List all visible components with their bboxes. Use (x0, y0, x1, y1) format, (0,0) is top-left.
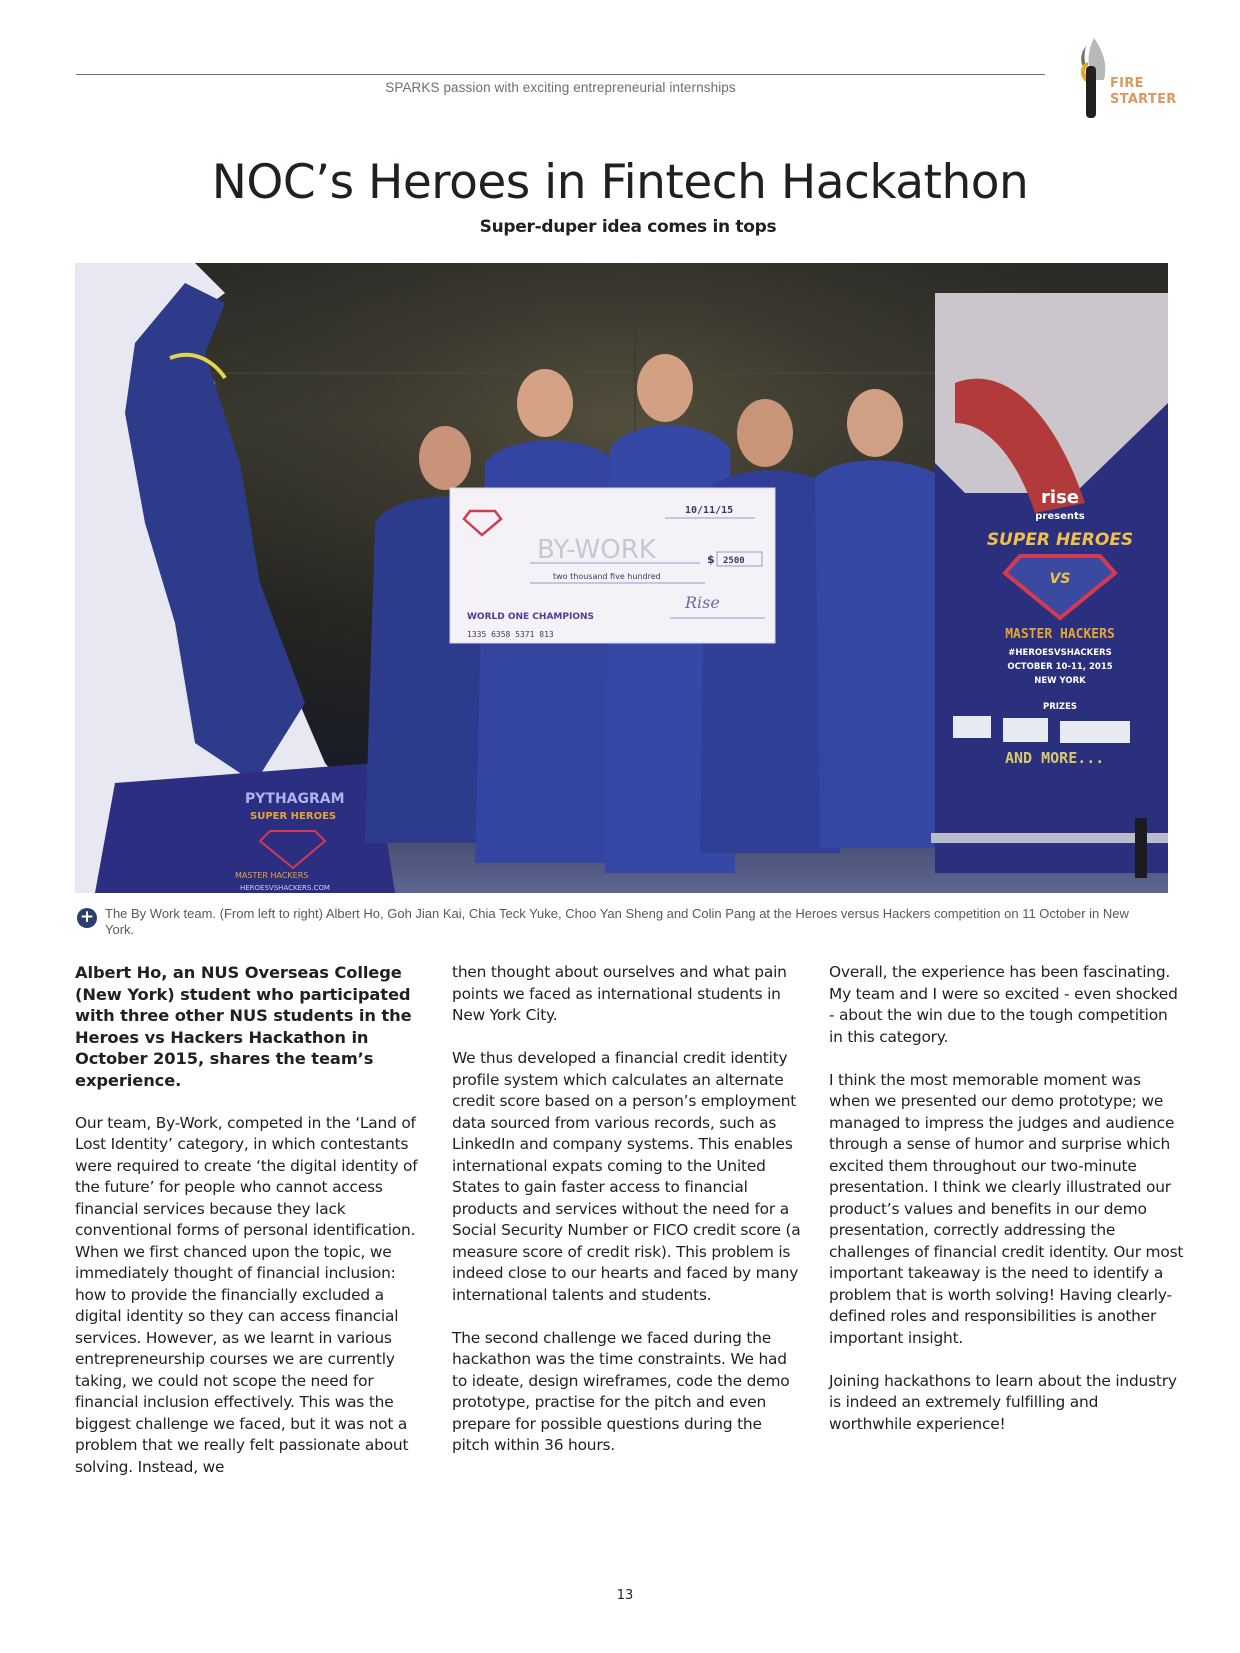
fire-starter-logo (1072, 36, 1192, 126)
sponsor-logo (1003, 718, 1048, 742)
article-paragraph: Overall, the experience has been fascinating. My team and I were so excited - even shocked - about the win due to the tough competition in this category. (829, 963, 1178, 1046)
banner-vs: VS (1049, 571, 1071, 587)
logo-text-fire: FIRE (1110, 76, 1144, 91)
article-paragraph: We thus developed a financial credit identity profile system which calculates an alternate credit score based on a person’s employment data sourced from various records, such as LinkedIn and company systems. This enables international expats coming to the United States to gain faster access to financial products and services without the need for a Social Security Number or FICO credit score (a measure score of credit risk). This problem is indeed close to our hearts and faced by many international talents and students. (452, 1049, 801, 1304)
banner-brand: rise (1041, 487, 1079, 508)
sponsor-logo (1060, 721, 1130, 743)
matchstick-flame-icon (1072, 36, 1112, 126)
cheque-amount-words: two thousand five hundred (553, 572, 661, 581)
banner-subheadline: MASTER HACKERS (1005, 627, 1115, 642)
caption-text: The By Work team. (From left to right) Albert Ho, Goh Jian Kai, Chia Teck Yuke, Choo Yan Sheng and Colin Pang at the Heroes versus Hackers competition on 11 October in New York. (105, 906, 1129, 937)
giant-cheque (450, 488, 775, 643)
cutout-site: HEROESVSHACKERS.COM (240, 884, 330, 892)
banner-presents: presents (1035, 511, 1085, 522)
article-subtitle: Super-duper idea comes in tops (479, 217, 777, 237)
article-column-3 (829, 962, 1184, 1457)
banner-more: AND MORE... (1005, 749, 1105, 767)
banner-dates: OCTOBER 10-11, 2015 (1007, 662, 1113, 672)
team-photo (75, 263, 1168, 893)
cutout-sub: MASTER HACKERS (235, 871, 309, 880)
sponsor-logo (953, 716, 991, 738)
banner-city: NEW YORK (1034, 676, 1086, 686)
article-column-2 (452, 962, 802, 1478)
article-column-1 (75, 962, 430, 1500)
plus-circle-icon: + (77, 908, 97, 928)
logo-text-starter: STARTER (1110, 92, 1177, 107)
banner-prizes: PRIZES (1042, 702, 1078, 712)
svg-text:$: $ (707, 553, 715, 566)
article-lead: Albert Ho, an NUS Overseas College (New York) student who participated with three other NUS students in the Heroes vs Hackers Hackathon in October 2015, shares the team’s experience. (75, 963, 412, 1090)
article-paragraph: then thought about ourselves and what pain points we faced as international students in New York City. (452, 963, 787, 1024)
article-paragraph: The second challenge we faced during the hackathon was the time constraints. We had to ideate, design wireframes, code the demo prototype, practise for the pitch and even prepare for possible questions during the pitch within 36 hours. (452, 1328, 790, 1454)
cheque-account-number: 1335 6358 5371 813 (467, 630, 554, 639)
article-title: NOC’s Heroes in Fintech Hackathon (211, 155, 1029, 210)
header-rule (76, 74, 1045, 75)
bottle (1135, 818, 1147, 878)
header-tagline: SPARKS passion with exciting entrepreneurial internships (385, 80, 736, 95)
article-paragraph: Our team, By-Work, competed in the ‘Land of Lost Identity’ category, in which contestants were required to create ‘the digital identity of the future’ for people who cannot access financial services because they lack conventional forms of personal identification. When we first chanced upon the topic, we immediately thought of financial inclusion: how to provide the financially excluded a digital identity so they can access financial services. However, as we learnt in various entrepreneurship courses we are currently taking, we could not scope the need for financial inclusion effectively. This was the biggest challenge we faced, but it was not a problem that we really felt passionate about solving. Instead, we (75, 1113, 418, 1476)
cheque-memo: WORLD ONE CHAMPIONS (467, 612, 594, 622)
page-number: 13 (616, 1588, 634, 1603)
article-paragraph: I think the most memorable moment was when we presented our demo prototype; we managed to impress the judges and audience through a sense of humor and surprise which excited them throughout our two-minute presentation. I think we clearly illustrated our product’s values and benefits in our demo presentation, correctly addressing the challenges of financial credit identity. Our most important takeaway is the need to identify a problem that is worth solving! Having clearly-defined roles and responsibilities is another important insight. (829, 1070, 1184, 1347)
article-paragraph: Joining hackathons to learn about the industry is indeed an extremely fulfilling and worthwhile experience! (829, 1371, 1177, 1433)
cheque-signature: Rise (685, 593, 720, 612)
cheque-date: 10/11/15 (685, 505, 734, 516)
cutout-label: SUPER HEROES (250, 811, 337, 822)
banner-headline: SUPER HEROES (986, 530, 1134, 550)
banner-hashtag: #HEROESVSHACKERS (1008, 648, 1112, 658)
cutout-name: PYTHAGRAM (245, 791, 345, 807)
cheque-amount: 2500 (723, 556, 745, 566)
event-banner (931, 293, 1168, 878)
cheque-payee: BY-WORK (537, 535, 656, 565)
